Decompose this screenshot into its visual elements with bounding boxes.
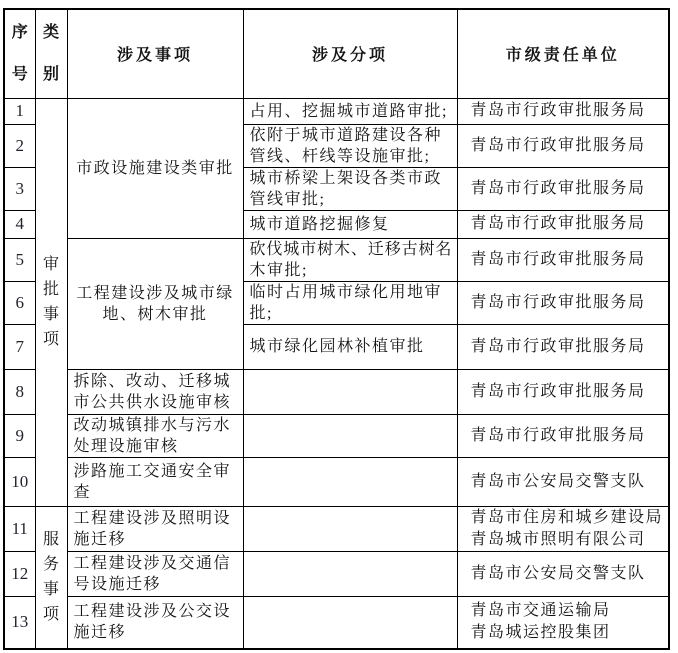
matter-line: 工程建设涉及公交设: [73, 603, 232, 621]
subitem-line: 城市道路挖掘修复: [249, 215, 390, 233]
matter-line: 拆除、改动、迁移城: [73, 372, 232, 390]
subitem-line: 占用、挖掘城市道路审批;: [249, 102, 448, 120]
header-category: [35, 9, 67, 98]
unit-line: 青岛市行政审批服务局: [470, 250, 646, 268]
unit-cell: [457, 210, 669, 238]
subitem-line: 木审批;: [249, 261, 308, 279]
subitem-line: 城市桥梁上架设各类市政: [249, 169, 443, 187]
row-number: 4: [4, 210, 35, 238]
matter-line: 工程建设涉及照明设: [73, 509, 232, 527]
subitem-line: 管线、杆线等设施审批;: [249, 147, 431, 165]
subitem-cell: [243, 281, 457, 324]
unit-line: 青岛市行政审批服务局: [470, 179, 646, 197]
unit-cell: [457, 414, 669, 457]
subitem-cell: [243, 210, 457, 238]
matter-line: 工程建设涉及交通信: [73, 554, 232, 572]
subitem-cell: [243, 596, 457, 649]
unit-cell: [457, 167, 669, 210]
subitem-cell: [243, 551, 457, 596]
row-number: 1: [4, 98, 35, 124]
row-number: 2: [4, 124, 35, 167]
unit-line: 青岛市行政审批服务局: [470, 426, 646, 444]
matter-cell: [67, 98, 243, 238]
unit-line: 青岛市住房和城乡建设局: [470, 508, 664, 526]
category-char: 项: [42, 331, 59, 348]
category-char: 事: [42, 306, 59, 323]
unit-cell: [457, 124, 669, 167]
row-number: 10: [4, 457, 35, 506]
matter-line: 市政设施建设类审批: [76, 159, 234, 177]
matter-cell: [67, 506, 243, 551]
row-number: 13: [4, 596, 35, 649]
row-number: 3: [4, 167, 35, 210]
row-number: 6: [4, 281, 35, 324]
matter-cell: [67, 596, 243, 649]
header-matter: 涉及事项: [67, 9, 243, 98]
unit-line: 青岛市行政审批服务局: [470, 102, 646, 119]
unit-cell: [457, 457, 669, 506]
category-cell-approval: [35, 98, 67, 506]
matter-line: 工程建设涉及城市绿: [76, 284, 234, 302]
unit-line: 青岛市行政审批服务局: [470, 293, 646, 311]
matter-line: 地、树木审批: [102, 305, 208, 323]
subitem-cell: [243, 324, 457, 369]
subitem-cell: [243, 98, 457, 124]
matter-cell: [67, 551, 243, 596]
responsibility-table: [3, 8, 670, 650]
matter-line: 改动城镇排水与污水: [73, 416, 232, 434]
unit-line: 青岛市公安局交警支队: [470, 564, 646, 582]
category-char: 务: [42, 556, 59, 574]
header-no-char: 号: [11, 65, 28, 83]
table-row: [4, 238, 669, 281]
row-number: 8: [4, 369, 35, 414]
matter-line: 市公共供水设施审核: [73, 393, 232, 411]
table-row: [4, 414, 669, 457]
matter-line: 施迁移: [73, 624, 127, 642]
table-row: [4, 457, 669, 506]
subitem-line: 批;: [249, 304, 273, 322]
subitem-line: 城市绿化园林补植审批: [249, 338, 425, 355]
unit-line: 青岛市行政审批服务局: [470, 337, 646, 355]
matter-line: 号设施迁移: [73, 575, 162, 593]
subitem-cell: [243, 167, 457, 210]
row-number: 12: [4, 551, 35, 596]
table-row: [4, 551, 669, 596]
table-row: [4, 98, 669, 124]
header-row: [4, 9, 669, 98]
unit-line: 青岛市行政审批服务局: [470, 215, 646, 232]
subitem-cell: [243, 369, 457, 414]
matter-cell: [67, 414, 243, 457]
unit-cell: [457, 369, 669, 414]
category-cell-service: [35, 506, 67, 649]
category-char: 服: [42, 531, 59, 549]
unit-line: 青岛市行政审批服务局: [470, 382, 646, 400]
unit-cell: [457, 98, 669, 124]
matter-line: 处理设施审核: [73, 437, 179, 455]
header-no-char: 序: [11, 23, 28, 41]
unit-cell: [457, 506, 669, 551]
category-char: 审: [42, 256, 59, 273]
header-unit: 市级责任单位: [457, 9, 669, 98]
unit-cell: [457, 238, 669, 281]
subitem-line: 砍伐城市树木、迁移古树名: [249, 240, 453, 258]
category-char: 事: [42, 581, 59, 599]
subitem-line: 依附于城市道路建设各种: [249, 126, 443, 144]
unit-cell: [457, 551, 669, 596]
table-row: [4, 369, 669, 414]
matter-cell: [67, 369, 243, 414]
category-char: 批: [42, 281, 59, 298]
matter-line: 涉路施工交通安全审: [73, 462, 232, 480]
category-char: 项: [42, 606, 59, 624]
subitem-cell: [243, 506, 457, 551]
header-category-char: 别: [42, 65, 59, 83]
unit-cell: [457, 324, 669, 369]
table-row: [4, 506, 669, 551]
table-row: [4, 596, 669, 649]
row-number: 11: [4, 506, 35, 551]
header-category-char: 类: [42, 23, 59, 41]
unit-cell: [457, 281, 669, 324]
row-number: 9: [4, 414, 35, 457]
matter-line: 施迁移: [73, 530, 127, 548]
unit-cell: [457, 596, 669, 649]
unit-line: 青岛城运控股集团: [470, 624, 611, 642]
subitem-cell: [243, 124, 457, 167]
header-subitem: 涉及分项: [243, 9, 457, 98]
unit-line: 青岛城市照明有限公司: [470, 530, 646, 548]
unit-line: 青岛市行政审批服务局: [470, 136, 646, 154]
subitem-cell: [243, 238, 457, 281]
unit-line: 青岛市公安局交警支队: [470, 472, 646, 490]
subitem-cell: [243, 457, 457, 506]
matter-cell: [67, 238, 243, 369]
unit-line: 青岛市交通运输局: [470, 602, 611, 620]
subitem-line: 管线审批;: [249, 190, 326, 208]
matter-line: 查: [73, 483, 92, 501]
row-number: 7: [4, 324, 35, 369]
subitem-cell: [243, 414, 457, 457]
header-no: [4, 9, 35, 98]
row-number: 5: [4, 238, 35, 281]
matter-cell: [67, 457, 243, 506]
subitem-line: 临时占用城市绿化用地审: [249, 283, 443, 301]
